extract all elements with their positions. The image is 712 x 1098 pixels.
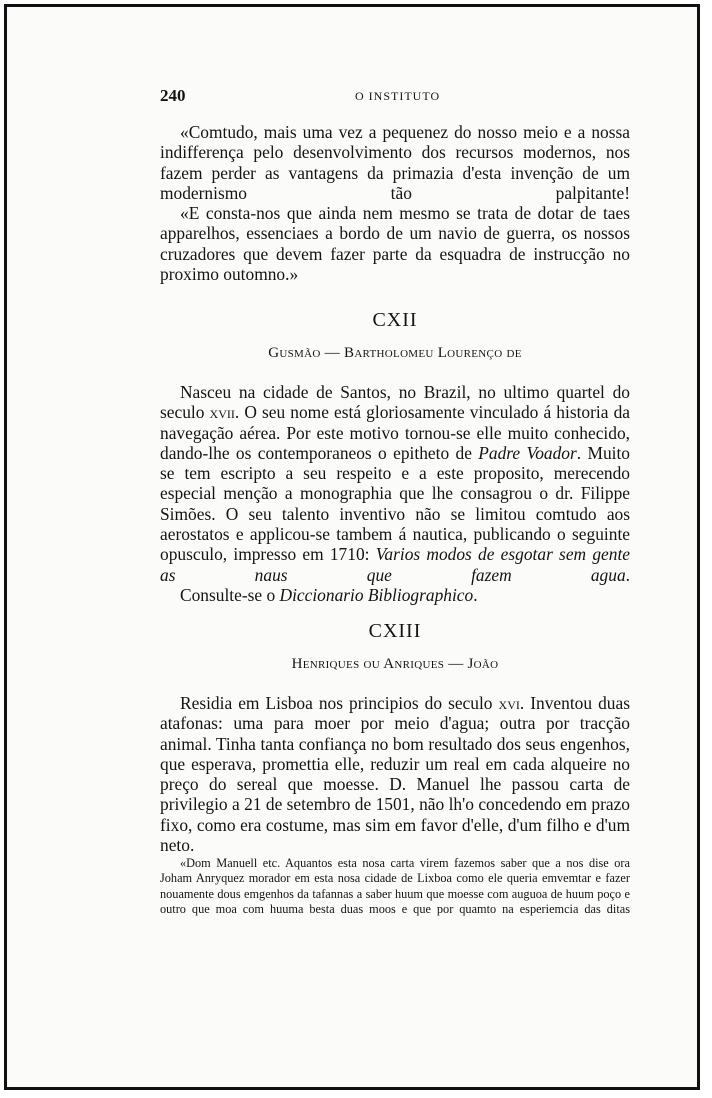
quoted-passage	[160, 122, 630, 284]
gusmao-text-b: . O seu nome está gloriosamente vinculado á historia da navegação aérea. Por este motivo tornou-se elle muito conhecido, dando-lhe os contemporaneos o epitheto de	[160, 402, 630, 463]
consult-prefix: Consulte-se o	[180, 584, 280, 605]
gusmao-text-c: . Muito se tem escripto a seu respeito e a este proposito, merecendo especial menção a monographia que lhe consagrou o dr. Filippe Simões. O seu talento inventivo não se limitou comtudo aos aerostatos e applicou-se tambem á nautica, publicando o seguinte opusculo, impresso em 1710:	[160, 442, 630, 565]
section-cxii-body	[160, 382, 630, 605]
gusmao-consult-paragraph	[160, 585, 630, 605]
consult-work-title: Diccionario Bibliographico	[279, 584, 474, 605]
section-number-cxiii: CXIII	[368, 620, 422, 642]
page-number: 240	[160, 86, 186, 105]
gusmao-paragraph	[160, 382, 630, 585]
section-heading-gusmao: Gusmão — Bartholomeu Lourenço de	[268, 345, 522, 361]
henriques-century: xvi	[498, 693, 520, 713]
quote-paragraph-1: «Comtudo, mais uma vez a pequenez do nosso meio e a nossa indifferença pelo desenvolvimento dos recursos modernos, nos fazem perder as vantagens da primazia d'esta invenção de um modernismo tão palpitante!	[160, 122, 630, 203]
gusmao-text-a: Nasceu na cidade de Santos, no Brazil, no ultimo quartel do seculo	[160, 382, 630, 423]
gusmao-epithet: Padre Voador	[478, 442, 577, 463]
henriques-text-a: Residia em Lisboa nos principios do seculo	[180, 693, 499, 713]
quote-paragraph-2: «E consta-nos que ainda nem mesmo se trata de dotar de taes apparelhos, essenciaes a bordo de um navio de guerra, os nossos cruzadores que devem fazer parte da esquadra de instrucção no proximo outomno.»	[160, 203, 630, 285]
section-number-cxii: CXII	[372, 309, 418, 331]
henriques-paragraph	[160, 693, 630, 855]
gusmao-opusculo-title: Varios modos de esgotar sem gente as naus que fazem agua	[160, 544, 630, 585]
henriques-text-b: . Inventou duas atafonas: uma para moer por meio d'agua; outra por tracção animal. Tinha tanta confiança no bom resultado dos seus engenhos, que esperava, promettia elle, reduzir um real em cada alqueire no preço do sereal que moesse. D. Manuel lhe passou carta de privilegio a 21 de setembro de 1501, não lh'o concedendo em prazo fixo, como era costume, mas sim em favor d'elle, d'um filho e d'um neto.	[160, 693, 630, 856]
gusmao-text-d: .	[625, 564, 630, 585]
gusmao-century: xvii	[209, 402, 235, 423]
section-cxiii-body	[160, 693, 630, 855]
running-title: O INSTITUTO	[355, 89, 441, 103]
page-header	[160, 86, 630, 108]
footnote-text: «Dom Manuell etc. Aquantos esta nosa carta virem fazemos saber que a nos dise ora Joham Anryquez morador em esta nosa cidade de Lixboa como ele queria emvemtar e fazer nouamente dous emgenhos da tafannas a saber huum que moesse com auguoa de huum poço e outro que moa com huuma besta duas moos e que por quamto na esperiemcia das ditas	[160, 856, 630, 917]
section-heading-henriques: Henriques ou Anriques — João	[291, 656, 499, 672]
consult-suffix: .	[473, 584, 478, 605]
footnote-document-quote	[160, 856, 630, 918]
